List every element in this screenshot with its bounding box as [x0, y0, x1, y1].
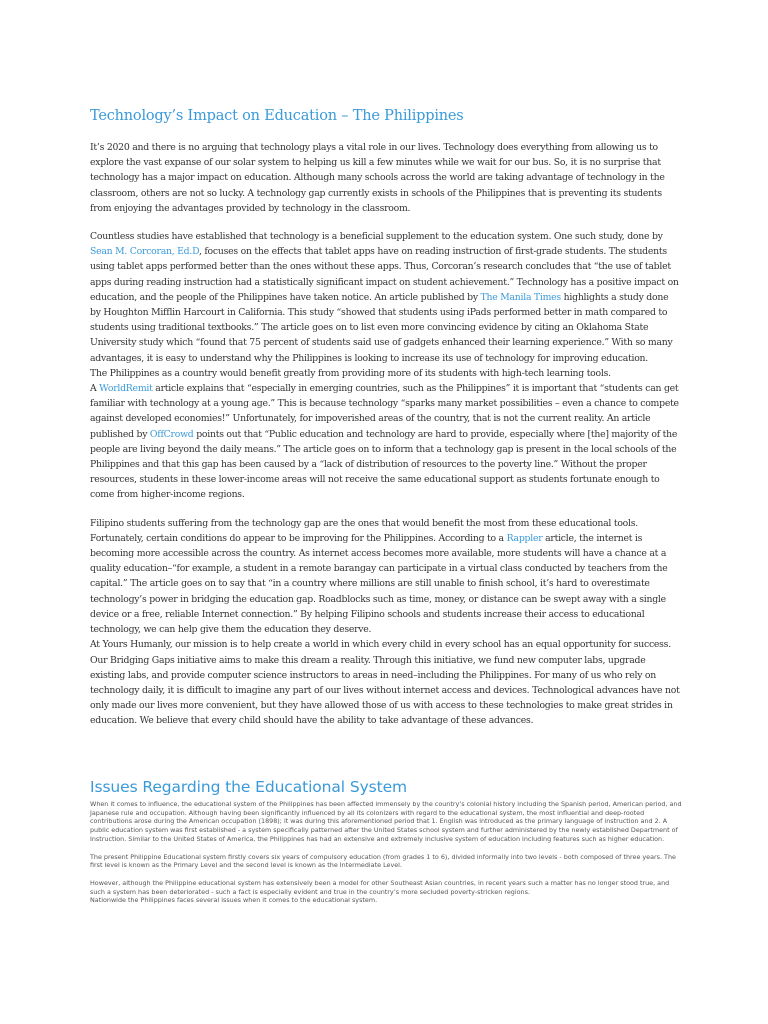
paragraph-text: article explains that “especially in emerging countries, such as the Philippines” it is important that “students can get familiar with technology at a young age.” This is because technology “sparks many market possibilities – even a chance to compete against developed economies!” Unfortunately, for impoverished areas of the country, that is not the current reality. An article published by — [90, 383, 679, 440]
paragraph-worldremit — [90, 381, 680, 503]
paragraph-text: A — [90, 383, 100, 395]
paragraph-benefit: The Philippines as a country would benefit greatly from providing more of its students with high-tech learning tools. — [90, 367, 611, 379]
link-rappler[interactable]: Rappler — [506, 532, 543, 544]
article — [90, 108, 680, 729]
paragraph-filipino-students — [90, 516, 680, 638]
issues-section — [90, 778, 682, 905]
paragraph-text: Filipino students suffering from the technology gap are the ones that would benefit the most from these educational tools. Fortunately, certain conditions do appear to be improving for the Philippines. According to a — [90, 517, 638, 544]
section-paragraph-deterioration: However, although the Philippine educational system has extensively been a model for other Southeast Asian countries, in recent years such a matter has no longer stood true, and such a system has been deteriorated - such a fact is especially evident and true in the country’s more secluded poverty-stricken regions. — [90, 878, 670, 896]
link-manila-times[interactable]: The Manila Times — [480, 291, 561, 303]
paragraph-intro: It’s 2020 and there is no arguing that technology plays a vital role in our lives. Technology does everything from allowing us to explore the vast expanse of our solar system to helping us kill a few minutes while we wait for our bus. So, it is no surprise that technology has a major impact on education. Although many schools across the world are taking advantage of technology in the classroom, others are not so lucky. A technology gap currently exists in schools of the Philippines that is preventing its students from enjoying the advantages provided by technology in the classroom. — [90, 142, 665, 214]
link-sean-corcoran[interactable]: Sean M. Corcoran, Ed.D — [90, 246, 199, 258]
paragraph-text: article, the internet is becoming more accessible across the country. As internet access becomes more available, more students will have a chance at a quality education–“for example, a student in a remote barangay can participate in a virtual class conducted by teachers from the capital.” The article goes on to say that “in a country where millions are still unable to finish school, it’s hard to overestimate technology’s power in bridging the education gap. Roadblocks such as time, money, or distance can be swept away with a single device or a free, reliable Internet connection.” By helping Filipino schools and students increase their access to educational technology, we can help give them the education they deserve. — [90, 532, 668, 636]
link-worldremit[interactable]: WorldRemit — [99, 383, 153, 395]
paragraph-text: points out that “Public education and technology are hard to provide, especially where [the] majority of the people are living beyond the daily means.” The article goes on to inform that a technology gap is present in the local schools of the Philippines and that this gap has been caused by a “lack of distribution of resources to the poverty line.” Without the proper resources, students in these lower-income areas will not receive the same educational support as students fortunate enough to come from higher-income regions. — [90, 428, 678, 501]
link-offcrowd[interactable]: OffCrowd — [149, 428, 194, 440]
paragraph-text: Countless studies have established that technology is a beneficial supplement to the education system. One such study, done by — [90, 231, 663, 243]
paragraph-text: highlights a study done by Houghton Mifflin Harcourt in California. This study “showed that students using iPads performed better in math compared to students using traditional textbooks.” The article goes on to list even more convincing evidence by citing an Oklahoma State University study which “found that 75 percent of students said use of gadgets enhanced their learning experience.” With so many advantages, it is easy to understand why the Philippines is looking to increase its use of technology for improving education. — [90, 291, 673, 364]
section-paragraph-influence: When it comes to influence, the educational system of the Philippines has been affected immensely by the country’s colonial history including the Spanish period, American period, and Japanese rule and occupation. Although having been significantly influenced by all its colonizers with regard to the educational system, the most influential and deep-rooted contributions arose during the American occupation (1898); it was during this aforementioned period that 1. English was introduced as the primary language of instruction and 2. A public education system was first established - a system specifically patterned after the United States school system and further administered by the newly established Department of Instruction. Similar to the United States of America, the Philippines has had an extensive and extremely inclusive system of education including features such as higher education. — [90, 800, 682, 843]
section-paragraph-present-system: The present Philippine Educational system firstly covers six years of compulsory education (from grades 1 to 6), divided informally into two levels - both composed of three years. The first level is known as the Primary Level and the second level is known as the Intermediate Level. — [90, 852, 676, 870]
section-paragraph-issues: Nationwide the Philippines faces several issues when it comes to the educational system. — [90, 896, 378, 905]
paragraph-studies — [90, 229, 680, 366]
article-title: Technology’s Impact on Education – The Philippines — [90, 108, 464, 124]
paragraph-mission: At Yours Humanly, our mission is to help create a world in which every child in every school has an equal opportunity for success. Our Bridging Gaps initiative aims to make this dream a reality. Through this initiative, we fund new computer labs, upgrade existing labs, and provide computer science instructors to areas in need–including the Philippines. For many of us who rely on technology daily, it is difficult to imagine any part of our lives without internet access and devices. Technological advances have not only made our lives more convenient, but they have allowed those of us with access to these technologies to make great strides in education. We believe that every child should have the ability to take advantage of these advances. — [90, 639, 680, 727]
section-title: Issues Regarding the Educational System — [90, 778, 408, 796]
paragraph-text: , focuses on the effects that tablet apps have on reading instruction of first-grade students. The students using tablet apps performed better than the ones without these apps. Thus, Corcoran’s research concludes that “the use of tablet apps during reading instruction had a statistically significant impact on student achievement.” Technology has a positive impact on education, and the people of the Philippines have taken notice. An article published by — [90, 246, 679, 303]
